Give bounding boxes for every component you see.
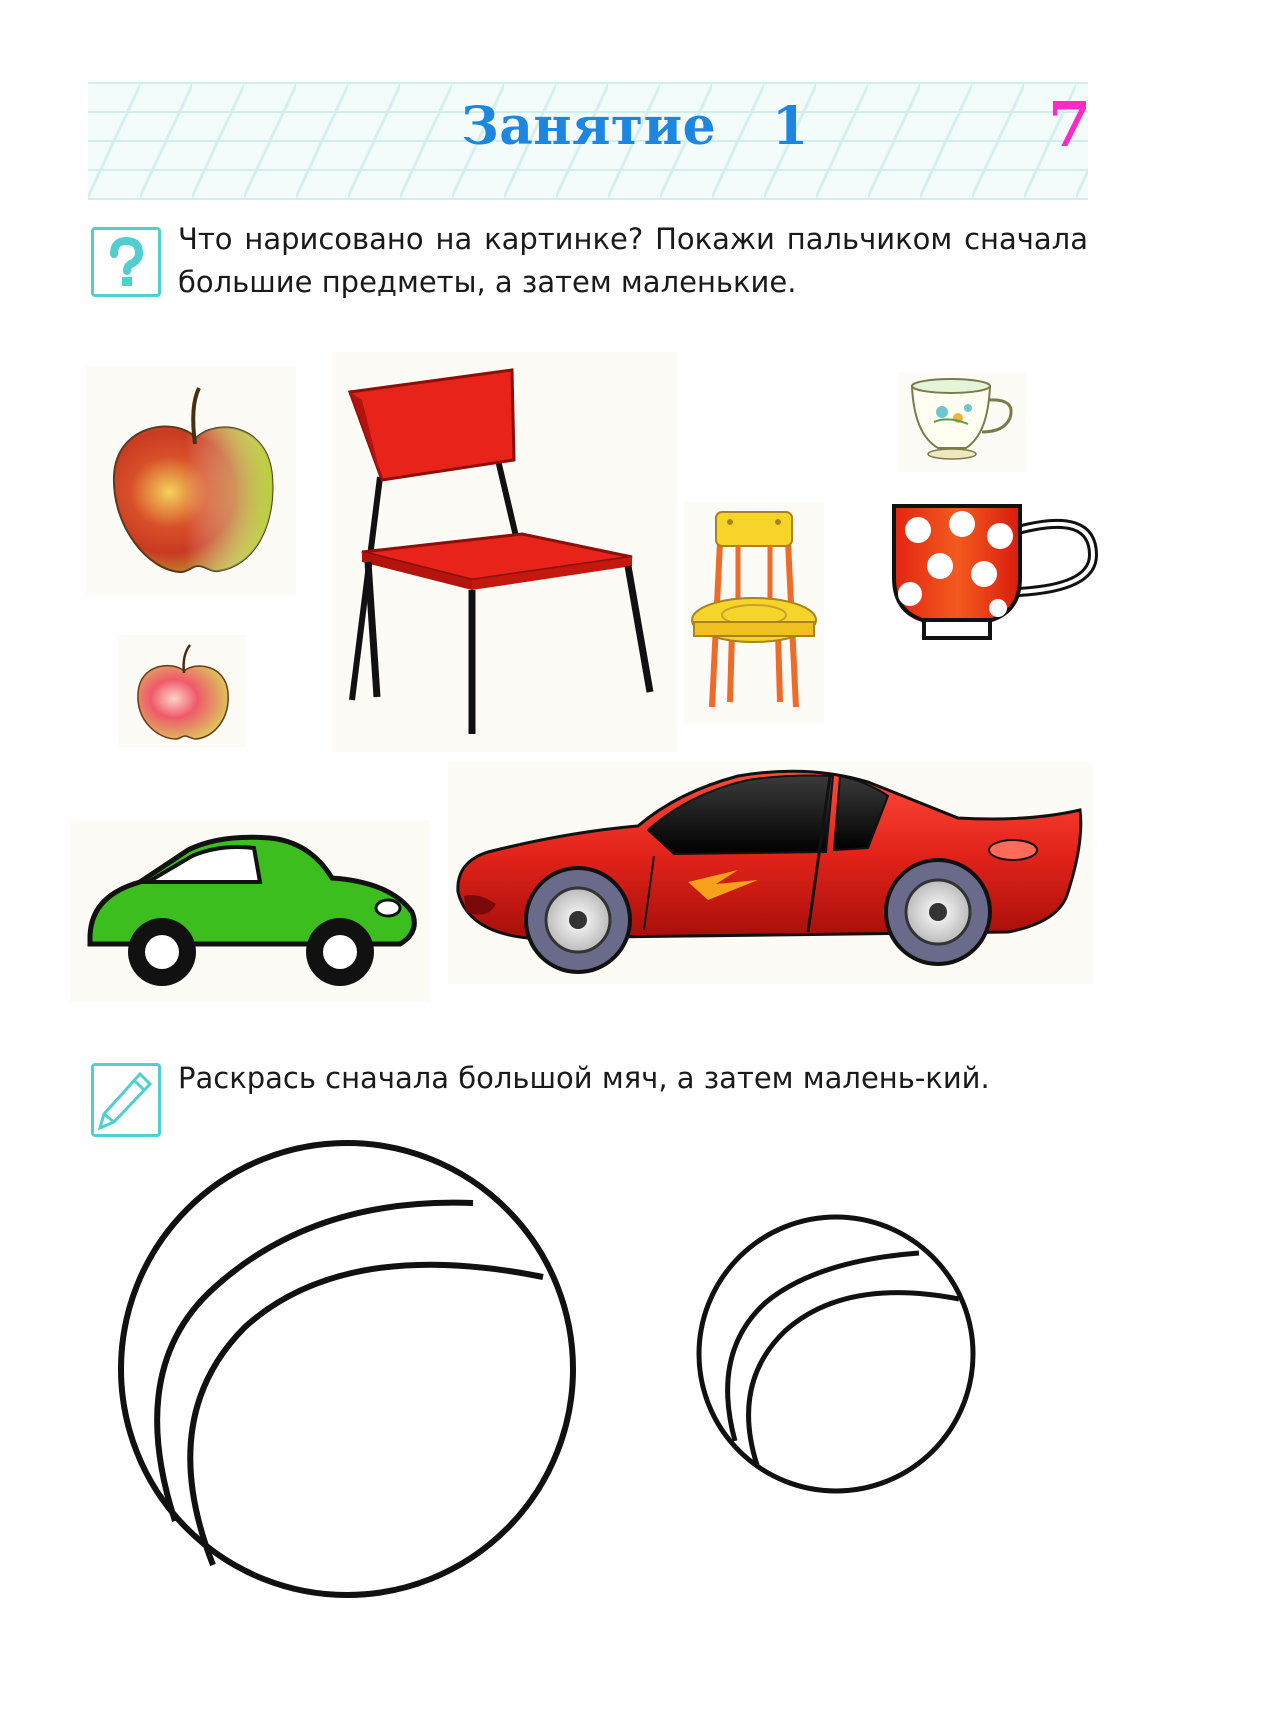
small-ball-coloring[interactable] (695, 1213, 977, 1495)
big-polka-dot-cup (888, 500, 1098, 645)
lesson-title: Занятие 1 (461, 96, 809, 157)
small-apple (118, 635, 246, 747)
big-apple (86, 366, 296, 596)
small-teacup (898, 372, 1026, 472)
small-yellow-chair (684, 502, 824, 724)
page-number: 7 (1048, 88, 1092, 161)
small-green-car (70, 820, 430, 1002)
question-icon (91, 227, 161, 297)
task1-instruction: Что нарисовано на картинке? Покажи пальчиком сначала большие предметы, а затем маленькие. (178, 222, 1088, 299)
pencil-icon (91, 1063, 161, 1137)
big-red-chair (332, 352, 677, 752)
task2-instruction: Раскрась сначала большой мяч, а затем малень-кий. (178, 1061, 990, 1095)
big-ball-coloring[interactable] (115, 1137, 579, 1601)
big-red-sports-car (448, 762, 1093, 984)
